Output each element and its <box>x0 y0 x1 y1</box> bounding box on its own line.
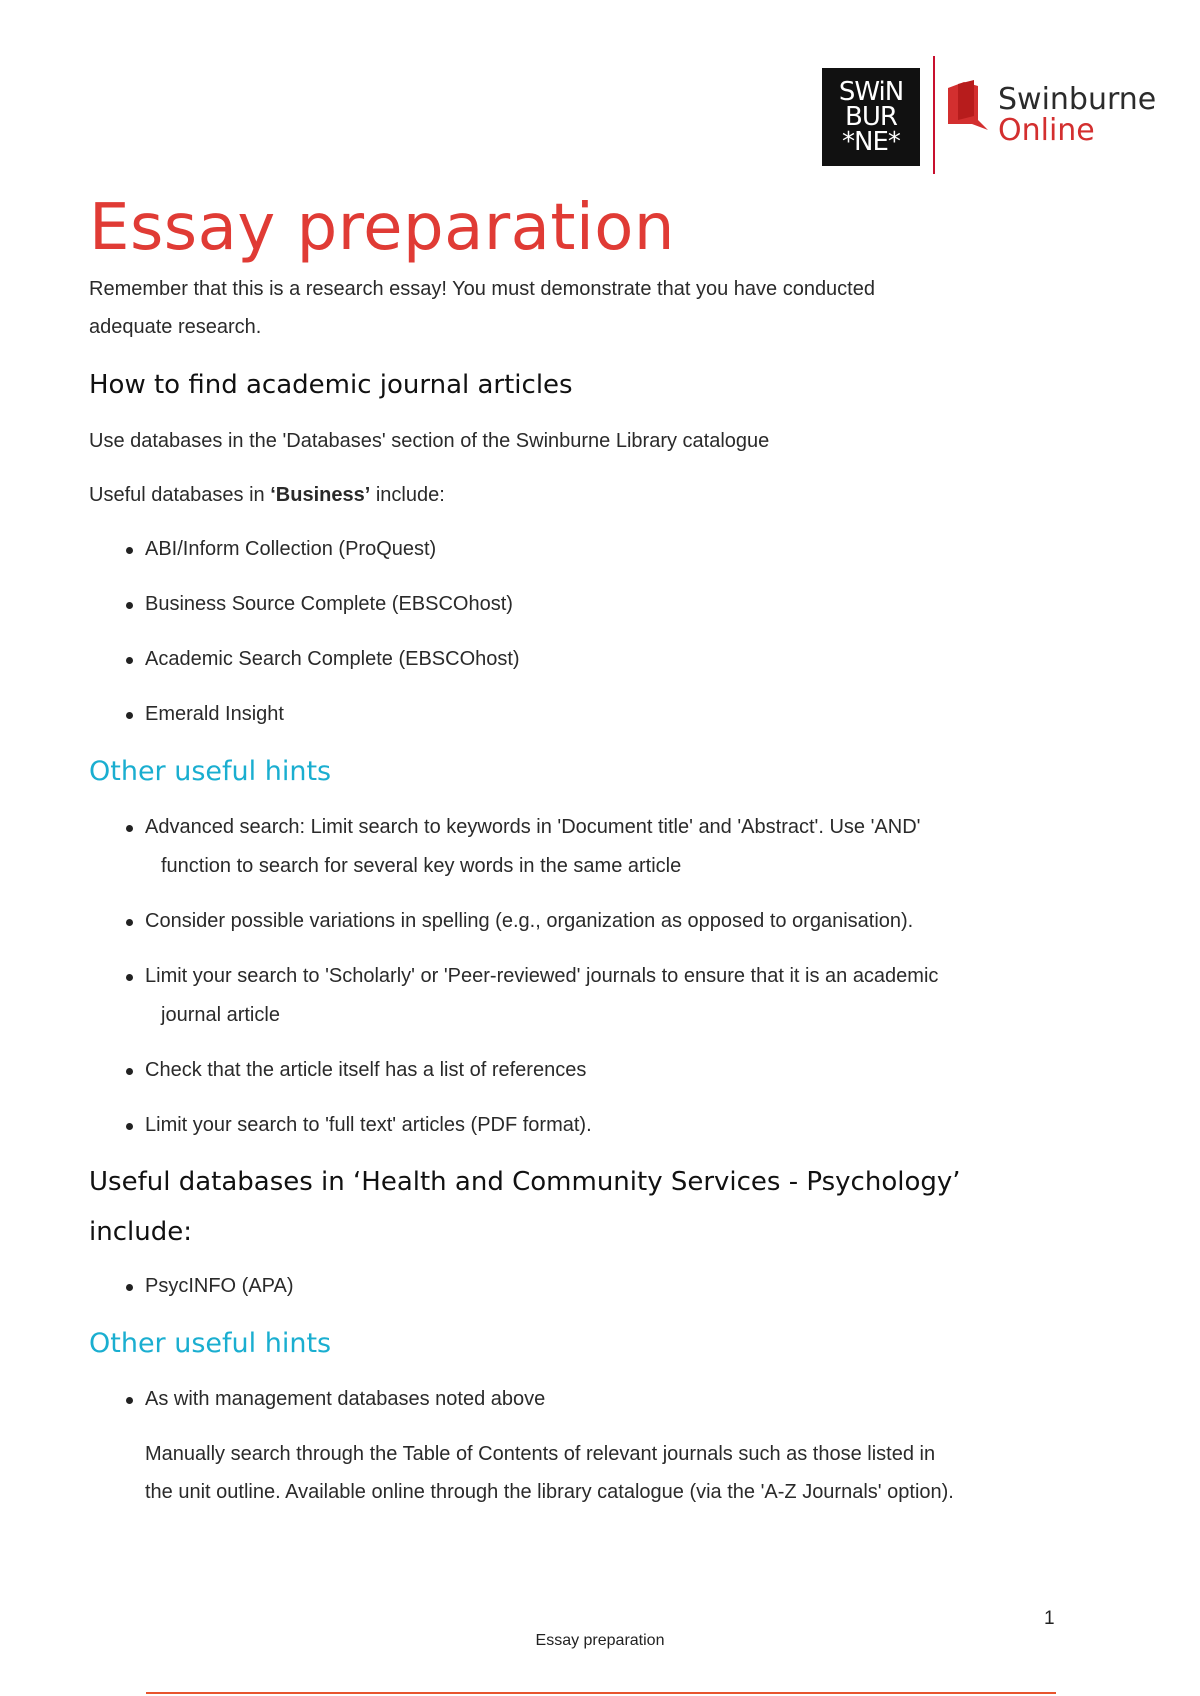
section-heading-find-articles: How to find academic journal articles <box>89 370 573 400</box>
section-heading-psychology <box>89 1157 1069 1257</box>
journals-paragraph <box>89 1435 1069 1511</box>
hints-heading-1: Other useful hints <box>89 756 332 787</box>
list-item <box>89 808 1069 886</box>
hint-line: Limit your search to 'Scholarly' or 'Peer-reviewed' journals to ensure that it is an academic <box>145 965 939 987</box>
list-item: PsycINFO (APA) <box>89 1267 1069 1306</box>
footer-title: Essay preparation <box>535 1632 665 1649</box>
list-item: As with management databases noted above <box>89 1380 1069 1419</box>
journals-line-2: the unit outline. Available online through the library catalogue (via the 'A-Z Journals' option). <box>145 1481 954 1503</box>
list-item <box>89 902 1069 941</box>
list-item: Emerald Insight <box>89 695 1069 734</box>
hint-continuation: journal article <box>161 1004 280 1026</box>
list-item <box>89 1106 1069 1145</box>
hint-line: Limit your search to 'full text' articles (PDF format). <box>145 1114 592 1136</box>
business-database-list <box>89 530 1069 734</box>
logo-brand-line-1: Swinburne <box>998 82 1157 117</box>
hints-heading-2: Other useful hints <box>89 1328 332 1359</box>
swinburne-logo-box <box>822 68 920 166</box>
page-title: Essay preparation <box>89 191 675 265</box>
psychology-heading-line-1: Useful databases in ‘Health and Community Services - Psychology’ <box>89 1167 961 1197</box>
logo-box-line-2: BUR <box>845 101 897 132</box>
footer-divider <box>146 1692 1056 1694</box>
hints-list-2 <box>89 1380 1069 1419</box>
logo-box-line-3: *NE* <box>842 126 900 157</box>
hint-line: Advanced search: Limit search to keywords in 'Document title' and 'Abstract'. Use 'AND' <box>145 816 921 838</box>
logo-box-line-1: SWiN <box>838 76 904 107</box>
intro-line-2: adequate research. <box>89 316 262 338</box>
list-item: Business Source Complete (EBSCOhost) <box>89 585 1069 624</box>
business-prefix: Useful databases in <box>89 484 271 506</box>
document-body <box>89 188 1069 1511</box>
hint-line: Check that the article itself has a list of references <box>145 1059 587 1081</box>
hint-line: Consider possible variations in spelling (e.g., organization as opposed to organisation). <box>145 910 914 932</box>
psychology-database-list <box>89 1267 1069 1306</box>
speech-bubble-logo-icon <box>944 80 990 132</box>
business-bold: ‘Business’ <box>270 484 371 506</box>
list-item: ABI/Inform Collection (ProQuest) <box>89 530 1069 569</box>
databases-paragraph: Use databases in the 'Databases' section of the Swinburne Library catalogue <box>89 430 770 452</box>
logo-wordmark <box>998 84 1156 146</box>
intro-line-1: Remember that this is a research essay! You must demonstrate that you have conducted <box>89 278 875 300</box>
business-databases-paragraph <box>89 476 1069 514</box>
journals-line-1: Manually search through the Table of Contents of relevant journals such as those listed in <box>145 1443 936 1465</box>
hints-list-1 <box>89 808 1069 1145</box>
hint-continuation: function to search for several key words in the same article <box>161 855 682 877</box>
list-item <box>89 957 1069 1035</box>
psychology-heading-line-2: include: <box>89 1217 192 1247</box>
page-number: 1 <box>1044 1608 1055 1629</box>
logo-divider <box>933 56 935 174</box>
intro-paragraph <box>89 270 1069 346</box>
list-item <box>89 1051 1069 1090</box>
list-item: Academic Search Complete (EBSCOhost) <box>89 640 1069 679</box>
logo-brand-line-2: Online <box>998 113 1095 148</box>
swinburne-online-logo <box>822 56 1182 176</box>
business-suffix: include: <box>370 484 445 506</box>
